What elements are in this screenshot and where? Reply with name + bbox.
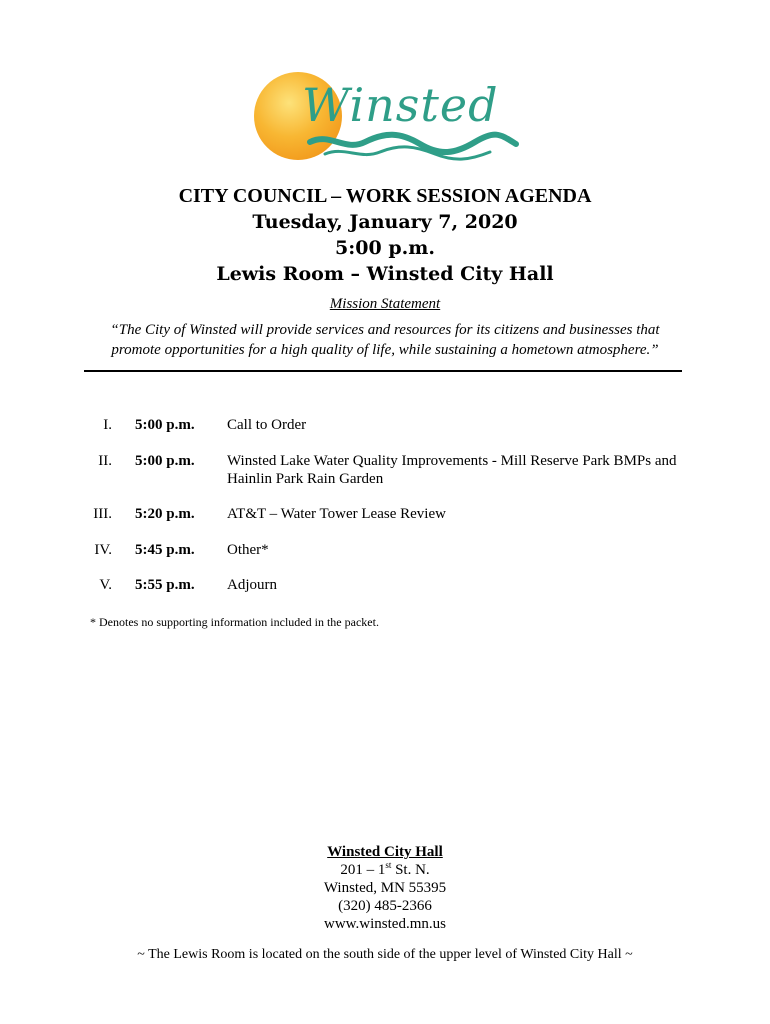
address-name: Winsted City Hall [327,844,443,860]
item-number: II. [98,453,112,469]
agenda-header [0,183,770,287]
mission-statement [90,320,680,360]
footnote: * Denotes no supporting information included in the packet. [90,615,379,629]
street-name: St. N. [391,862,430,878]
item-time: 5:55 p.m. [135,577,195,593]
meeting-time: 5:00 p.m. [335,237,435,259]
wave-icon [310,135,516,152]
mission-line-1: “The City of Winsted will provide services and resources for its citizens and businesses that [110,322,660,338]
street-ordinal: st [385,860,392,870]
item-number: V. [99,577,112,593]
address-website[interactable]: www.winsted.mn.us [324,916,446,932]
item-number: I. [103,417,112,433]
item-description: Adjourn [227,577,277,593]
item-time: 5:45 p.m. [135,542,195,558]
address-city: Winsted, MN 55395 [323,880,447,896]
item-description: Other* [227,542,269,558]
divider [84,370,682,372]
item-time: 5:00 p.m. [135,453,195,469]
title: CITY COUNCIL – WORK SESSION AGENDA [178,185,592,207]
meeting-date: Tuesday, January 7, 2020 [252,211,518,233]
item-time: 5:00 p.m. [135,417,195,433]
item-time: 5:20 p.m. [135,506,195,522]
street-number: 201 – 1 [340,862,386,878]
item-number: IV. [94,542,112,558]
mission-title: Mission Statement [329,296,441,312]
winsted-logo [250,72,520,162]
address-phone: (320) 485-2366 [338,898,432,914]
item-number: III. [93,506,112,522]
meeting-location: Lewis Room – Winsted City Hall [216,263,554,285]
logo-wordmark: Winsted [302,78,499,132]
item-description [227,452,697,488]
item-description: Call to Order [227,417,307,433]
item-description: AT&T – Water Tower Lease Review [227,506,446,522]
item-description-line-1: Winsted Lake Water Quality Improvements - Mill Reserve Park BMPs and [227,453,677,469]
mission-line-2: promote opportunities for a high quality of life, while sustaining a hometown atmosphere.” [111,342,659,358]
closing-note: ~ The Lewis Room is located on the south side of the upper level of Winsted City Hall ~ [137,947,633,962]
address-street [0,861,770,879]
item-description-line-2: Hainlin Park Rain Garden [227,471,384,487]
city-hall-address [0,843,770,933]
